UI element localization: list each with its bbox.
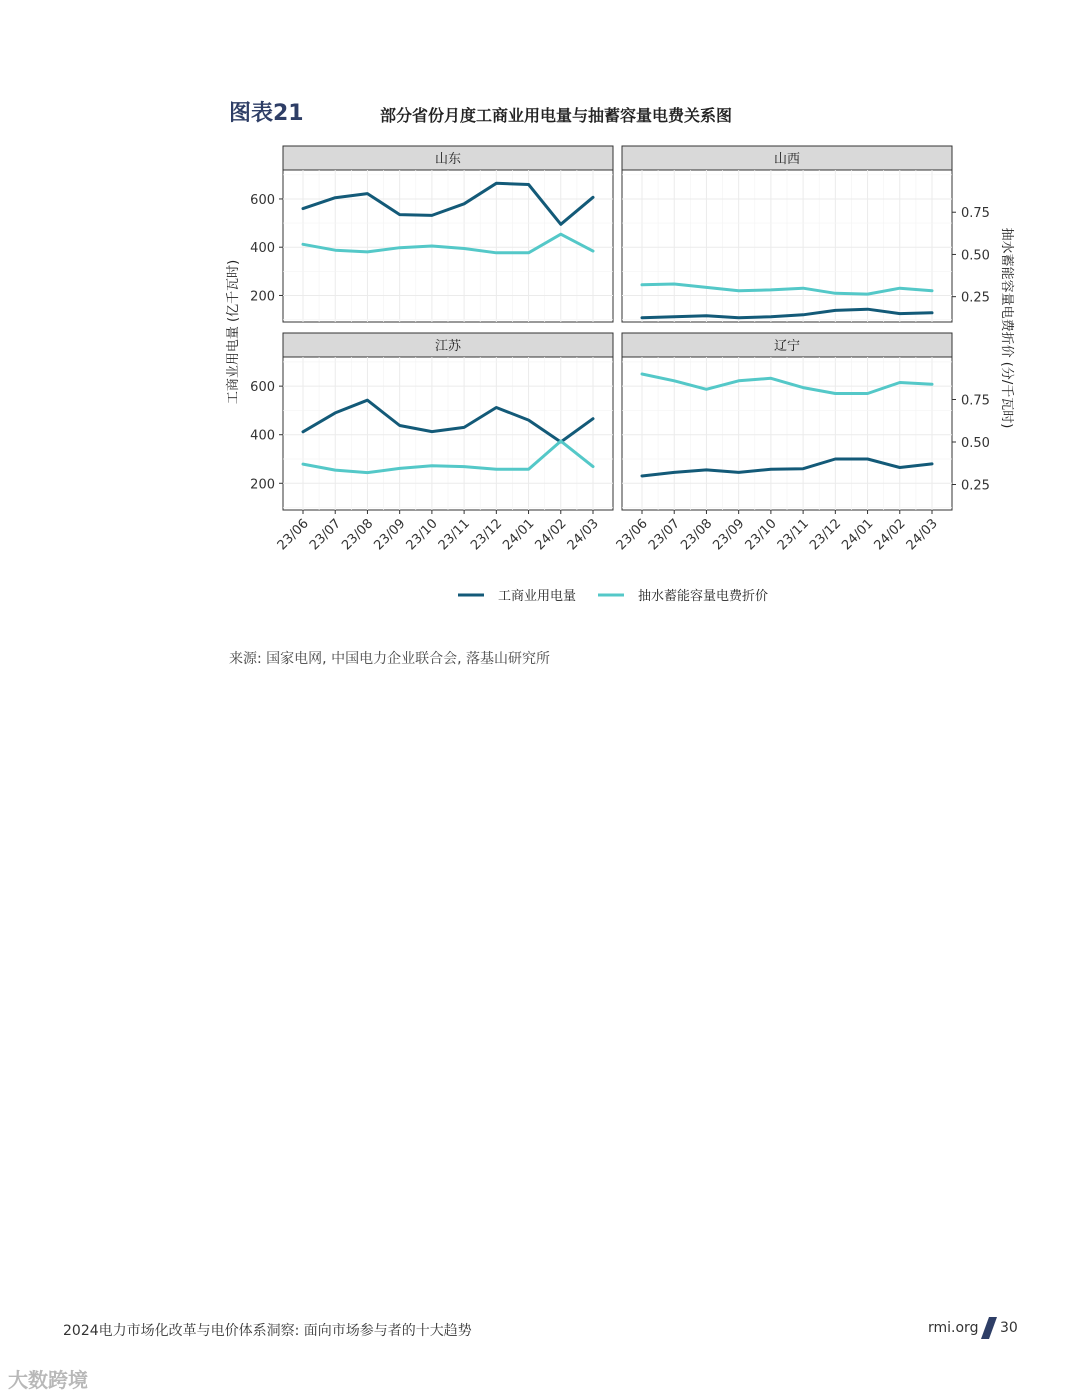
panel-2	[250, 333, 613, 553]
x-tick-label: 23/07	[645, 516, 684, 554]
panel-1	[622, 146, 990, 322]
y-tick-label-left: 200	[250, 477, 275, 493]
y-tick-label-right: 0.75	[961, 206, 990, 222]
legend	[458, 588, 768, 604]
faceted-line-chart	[0, 0, 1080, 640]
x-tick-label: 24/02	[871, 516, 909, 554]
source-note: 来源: 国家电网, 中国电力企业联合会, 落基山研究所	[229, 651, 550, 667]
x-tick-label: 23/07	[306, 516, 345, 554]
y-tick-label-right: 0.25	[961, 290, 990, 306]
x-tick-label: 23/11	[774, 516, 812, 554]
y-tick-label-left: 400	[250, 241, 275, 257]
y-tick-label-right: 0.50	[961, 248, 990, 264]
x-tick-label: 23/09	[371, 516, 409, 554]
watermark-logo: 大数跨境	[8, 1368, 88, 1392]
x-tick-label: 23/06	[274, 516, 312, 554]
x-tick-label: 23/12	[807, 516, 845, 554]
y-axis-label-left: 工商业用电量 (亿千瓦时)	[226, 259, 241, 405]
x-tick-label: 23/10	[403, 516, 441, 554]
footer-slash-mark	[981, 1317, 997, 1339]
panel-strip-label: 江苏	[434, 339, 462, 354]
x-tick-label: 23/10	[742, 516, 780, 554]
footer-report-title: 2024电力市场化改革与电价体系洞察: 面向市场参与者的十大趋势	[63, 1323, 472, 1339]
footer-site-link[interactable]: rmi.org	[928, 1320, 979, 1336]
panel-strip-label: 山东	[434, 152, 462, 167]
y-tick-label-right: 0.25	[961, 478, 990, 494]
x-tick-label: 24/01	[500, 516, 538, 554]
panel-3	[614, 333, 990, 553]
x-tick-label: 23/08	[678, 516, 716, 554]
legend-label-1: 抽水蓄能容量电费折价	[638, 589, 769, 604]
x-tick-label: 24/03	[564, 516, 602, 554]
figure-label: 图表21	[229, 101, 304, 126]
y-tick-label-left: 400	[250, 428, 275, 444]
footer-page-number: 30	[1000, 1320, 1018, 1336]
x-tick-label: 23/12	[468, 516, 506, 554]
y-tick-label-left: 200	[250, 289, 275, 305]
x-tick-label: 24/01	[839, 516, 877, 554]
panel-strip-label: 辽宁	[773, 339, 801, 354]
x-tick-label: 23/09	[710, 516, 748, 554]
figure-title: 部分省份月度工商业用电量与抽蓄容量电费关系图	[380, 106, 733, 125]
y-tick-label-right: 0.75	[961, 393, 990, 409]
y-axis-label-right: 抽水蓄能容量电费折价 (分/千瓦时)	[999, 227, 1014, 429]
x-tick-label: 23/06	[613, 516, 651, 554]
x-tick-label: 23/11	[435, 516, 473, 554]
x-tick-label: 23/08	[339, 516, 377, 554]
legend-label-0: 工商业用电量	[498, 589, 577, 604]
panel-0	[250, 146, 613, 322]
y-tick-label-left: 600	[250, 192, 275, 208]
x-tick-label: 24/02	[532, 516, 570, 554]
x-tick-label: 24/03	[903, 516, 941, 554]
panel-strip-label: 山西	[773, 152, 801, 167]
y-tick-label-right: 0.50	[961, 436, 990, 451]
y-tick-label-left: 600	[250, 380, 275, 396]
